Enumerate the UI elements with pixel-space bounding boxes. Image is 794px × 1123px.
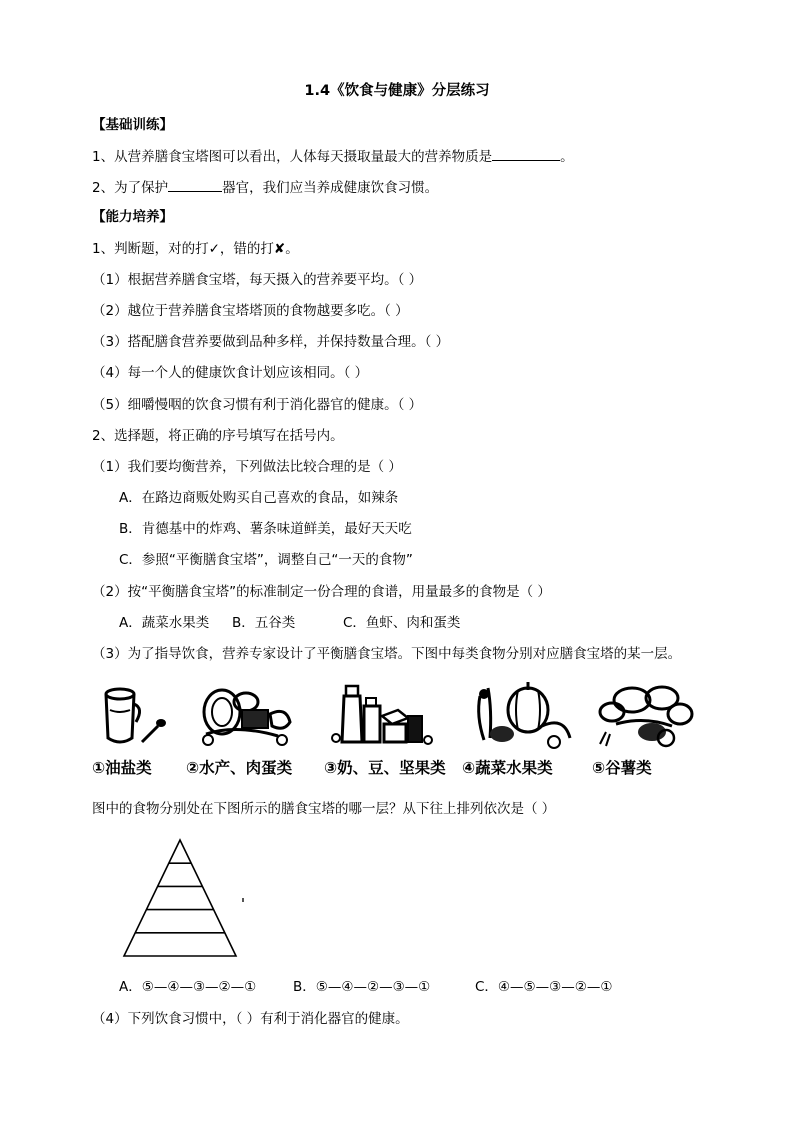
- judge-item-3: （3）搭配膳食营养要做到品种多样，并保持数量合理。（ ）: [92, 334, 450, 350]
- basic-question-2-end: 器官，我们应当养成健康饮食习惯。: [222, 180, 439, 196]
- meat-fish-egg-icon: [186, 676, 304, 756]
- choice-q2-option-a[interactable]: A．蔬菜水果类: [119, 615, 210, 631]
- judge-item-1: （1）根据营养膳食宝塔，每天摄入的营养要平均。（ ）: [92, 272, 423, 288]
- vegetable-fruit-icon: [462, 676, 580, 756]
- food-grain-potato: [592, 676, 710, 786]
- choice-q3-stem: （3）为了指导饮食，营养专家设计了平衡膳食宝塔。下图中每类食物分别对应膳食宝塔的某一层。: [92, 646, 682, 662]
- milk-bean-nut-icon: [324, 676, 442, 756]
- judge-intro: [92, 240, 299, 258]
- judge-intro-mid: ，错的打: [219, 241, 274, 257]
- choice-q1-option-c[interactable]: C．参照“平衡膳食宝塔”，调整自己“一天的食物”: [119, 552, 413, 568]
- section-heading-basic: 【基础训练】: [92, 117, 173, 133]
- food-label-grain-potato: ⑤谷薯类: [592, 759, 652, 777]
- choice-q3-question: 图中的食物分别处在下图所示的膳食宝塔的哪一层？从下往上排列依次是（ ）: [92, 801, 556, 817]
- page-title: 1.4《饮食与健康》分层练习: [304, 83, 490, 99]
- food-milk-bean-nut: [324, 676, 446, 786]
- choice-q2-options: [119, 614, 460, 632]
- check-mark-icon: ✓: [208, 241, 220, 257]
- choice-q2-stem: （2）按“平衡膳食宝塔”的标准制定一份合理的食谱，用量最多的食物是（ ）: [92, 584, 551, 600]
- judge-intro-end: 。: [285, 241, 299, 257]
- choice-q2-option-b[interactable]: B．五谷类: [232, 615, 296, 631]
- choice-q1-option-b[interactable]: B．肯德基中的炸鸡、薯条味道鲜美，最好天天吃: [119, 521, 412, 537]
- grain-potato-icon: [592, 676, 710, 756]
- choice-q2-option-c[interactable]: C．鱼虾、肉和蛋类: [343, 615, 461, 631]
- basic-question-2-text: 2、为了保护: [92, 180, 169, 196]
- judge-item-4: （4）每一个人的健康饮食计划应该相同。（ ）: [92, 365, 369, 381]
- choice-q3-option-a[interactable]: A．⑤—④—③—②—①: [119, 979, 257, 995]
- pyramid-outline: [124, 840, 236, 956]
- choice-q3-option-b[interactable]: B．⑤—④—②—③—①: [293, 979, 431, 995]
- judge-item-2: （2）越位于营养膳食宝塔塔顶的食物越要多吃。（ ）: [92, 303, 409, 319]
- food-label-oil-salt: ①油盐类: [92, 759, 152, 777]
- food-label-vegetable-fruit: ④蔬菜水果类: [462, 759, 553, 777]
- choice-q1-option-a[interactable]: A．在路边商贩处购买自己喜欢的食品，如辣条: [119, 490, 399, 506]
- food-label-milk-bean-nut: ③奶、豆、坚果类: [324, 759, 446, 777]
- basic-question-1-end: 。: [560, 149, 574, 165]
- food-category-illustrations: [92, 676, 712, 786]
- judge-intro-text: 1、判断题，对的打: [92, 241, 209, 257]
- answer-blank[interactable]: [492, 147, 560, 161]
- choice-q4-stem: （4）下列饮食习惯中，（ ）有利于消化器官的健康。: [92, 1011, 409, 1027]
- choice-q3-options: [119, 978, 612, 996]
- basic-question-2: [92, 178, 438, 197]
- food-label-seafood-meat-egg: ②水产、肉蛋类: [186, 759, 293, 777]
- answer-blank[interactable]: [168, 178, 222, 192]
- food-vegetable-fruit: [462, 676, 580, 786]
- food-pyramid-diagram: [122, 838, 238, 960]
- food-seafood-meat-egg: [186, 676, 304, 786]
- basic-question-1-text: 1、从营养膳食宝塔图可以看出，人体每天摄取量最大的营养物质是: [92, 149, 493, 165]
- section-heading-ability: 【能力培养】: [92, 209, 173, 225]
- judge-item-5: （5）细嚼慢咽的饮食习惯有利于消化器官的健康。（ ）: [92, 397, 423, 413]
- choice-q3-option-c[interactable]: C．④—⑤—③—②—①: [475, 979, 613, 995]
- choice-q1-stem: （1）我们要均衡营养，下列做法比较合理的是（ ）: [92, 459, 402, 475]
- stray-mark: [242, 898, 244, 902]
- choice-intro: 2、选择题，将正确的序号填写在括号内。: [92, 428, 344, 444]
- basic-question-1: [92, 147, 574, 166]
- cross-mark-icon: ✘: [273, 241, 286, 257]
